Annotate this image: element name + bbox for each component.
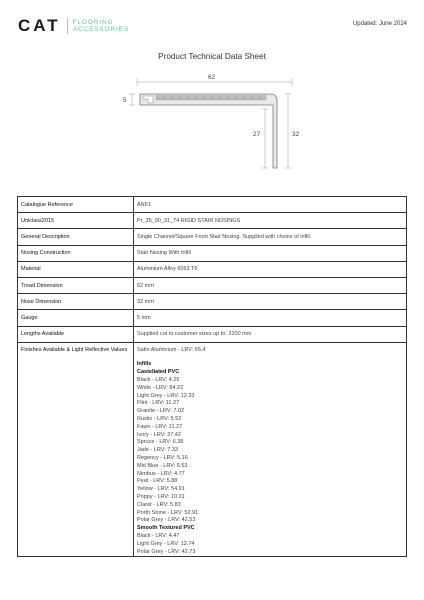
logo-line-2: ACCESSORIES — [72, 26, 130, 33]
finish-colour-item: Peat - LRV: 5.88 — [137, 478, 178, 485]
spec-row — [18, 310, 407, 326]
dim-gauge-label: 5 — [123, 97, 127, 104]
finish-colour-item: Flint - LRV: 11.27 — [137, 400, 180, 407]
spec-row — [18, 326, 407, 342]
spec-row — [18, 294, 407, 310]
spec-value: AN51 — [134, 197, 407, 213]
spec-row — [18, 213, 407, 229]
finish-colour-item: Yellow - LRV: 54.91 — [137, 486, 185, 493]
finish-colour-item: Polar Grey - LRV: 42.73 — [137, 548, 196, 555]
spec-label: Tread Dimension — [18, 277, 134, 293]
finish-colour-item: Granite - LRV: 7.02 — [137, 408, 185, 415]
finishes-label: Finishes Available & Light Reflective Values — [18, 342, 134, 557]
document-title: Product Technical Data Sheet — [158, 52, 266, 61]
finish-colour-item: Rustic - LRV: 5.52 — [137, 416, 182, 423]
logo-line-1: FLOORING — [72, 19, 114, 26]
spec-value: Stair Nosing With Infill — [134, 245, 407, 261]
spec-value: Pr_35_90_31_74 RIGID STAIR NOSINGS — [134, 213, 407, 229]
spec-value: Single Channel/Square Front Stair Nosing. Supplied with choice of infill. — [134, 229, 407, 245]
dimension-lines — [129, 78, 292, 168]
finish-colour-item: Regency - LRV: 5.16 — [137, 455, 188, 462]
infill-strip — [156, 96, 266, 101]
spec-value: 62 mm — [134, 277, 407, 293]
finish-colour-item: Porth Stone - LRV: 52.91 — [137, 509, 199, 516]
spec-label: Nosing Construction — [18, 245, 134, 261]
spec-row — [18, 229, 407, 245]
finish-colour-item: White - LRV: 84.22 — [137, 384, 184, 391]
specification-table — [17, 196, 407, 557]
finishes-value — [134, 342, 407, 557]
logo-divider — [67, 18, 68, 34]
spec-label: Lengths Available — [18, 326, 134, 342]
finish-colour-item: Poppy - LRV: 10.01 — [137, 494, 185, 501]
spec-label: Nose Dimension — [18, 294, 134, 310]
spec-label: Catalogue Reference — [18, 197, 134, 213]
infills-heading: Infills — [137, 361, 152, 368]
spec-label: Uniclass2015 — [18, 213, 134, 229]
spec-value: 5 mm — [134, 310, 407, 326]
castellated-heading: Castellated PVC — [137, 369, 180, 376]
finish-colour-item: Light Grey - LRV: 12.33 — [137, 392, 195, 399]
finish-colour-item: Polar Grey - LRV: 42.53 — [137, 517, 196, 524]
finish-colour-item: Black - LRV: 4.47 — [137, 533, 180, 540]
finish-colour-item: Jade - LRV: 7.33 — [137, 447, 178, 454]
spec-row — [18, 245, 407, 261]
spec-row — [18, 261, 407, 277]
spec-value: Supplied cut to customer sizes up to: 3200 mm — [134, 326, 407, 342]
finish-colour-item: Nimbus - LRV: 4.77 — [137, 470, 185, 477]
dim-width-label: 62 — [208, 74, 216, 81]
spec-row — [18, 277, 407, 293]
spec-row — [18, 197, 407, 213]
spec-value: Aluminium Alloy 6063 T6 — [134, 261, 407, 277]
finish-colour-item: Claret - LRV: 5.83 — [137, 501, 181, 508]
spec-label: General Description — [18, 229, 134, 245]
smooth-heading: Smooth Textured PVC — [137, 525, 195, 532]
finish-colour-item: Black - LRV: 4.25 — [137, 377, 180, 384]
finish-colour-item: Spruce - LRV: 6.38 — [137, 439, 184, 446]
dim-inner-label: 27 — [253, 131, 261, 138]
metal-finish: Satin Aluminium - LRV: 65.4 — [137, 346, 206, 353]
finish-colour-item: Ivory - LRV: 37.42 — [137, 431, 182, 438]
profile-drawing — [120, 72, 310, 182]
spec-value: 32 mm — [134, 294, 407, 310]
finishes-row — [18, 342, 407, 557]
logo-mark: CAT — [18, 16, 61, 35]
finish-colour-item: Fawn - LRV: 11.27 — [137, 423, 183, 430]
brand-logo — [18, 16, 129, 36]
finish-colour-item: Mid Blue - LRV: 6.53 — [137, 462, 188, 469]
logo-subtitle — [73, 19, 130, 33]
dim-nose-label: 32 — [292, 131, 300, 138]
updated-date: Updated: June 2024 — [352, 21, 407, 27]
spec-label: Material — [18, 261, 134, 277]
spec-label: Gauge — [18, 310, 134, 326]
finish-colour-item: Light Grey - LRV: 12.74 — [137, 540, 195, 547]
